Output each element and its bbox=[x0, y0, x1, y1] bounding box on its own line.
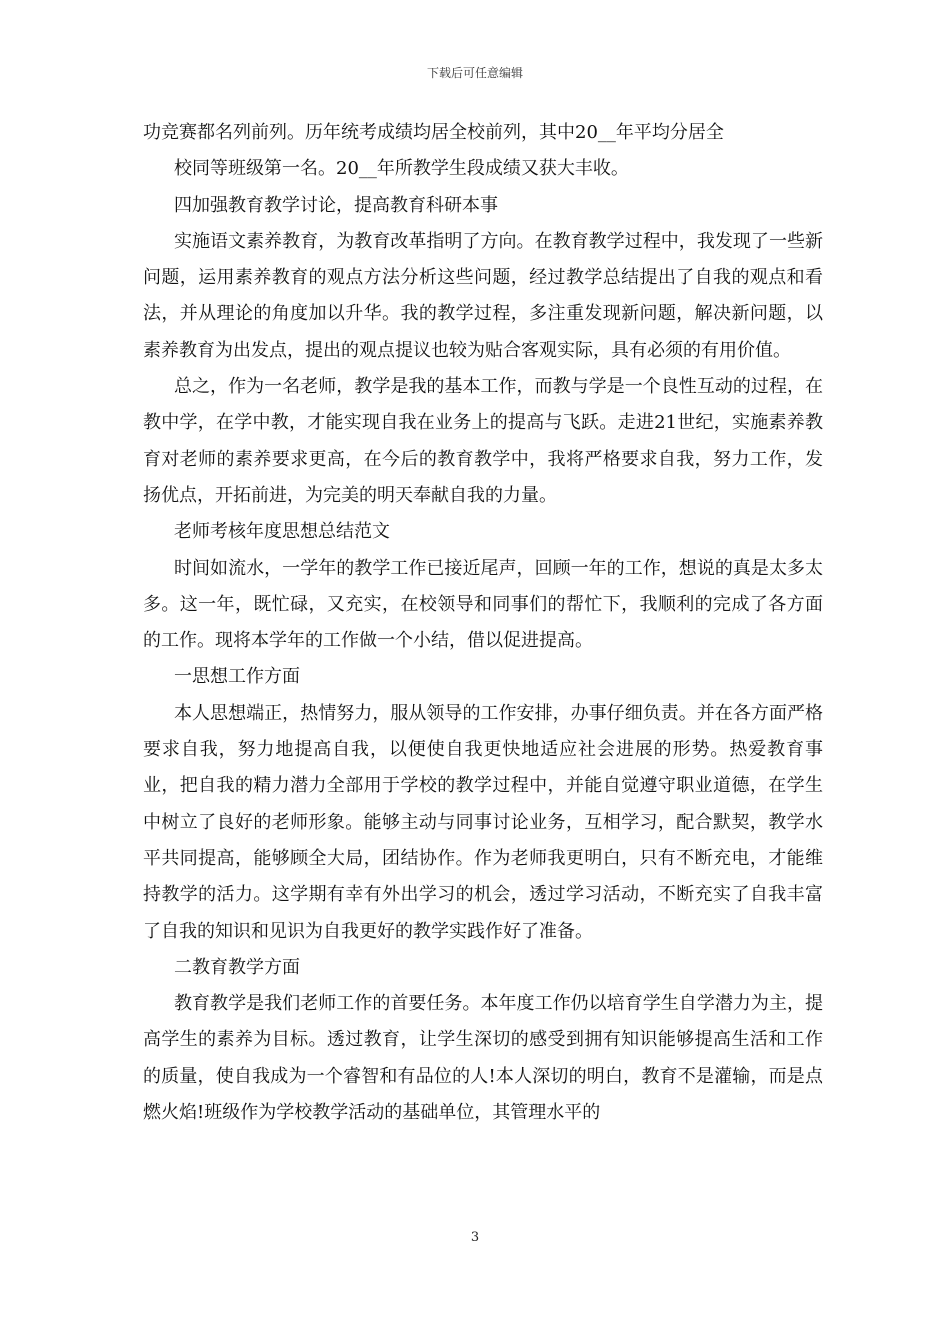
paragraph-4: 总之，作为一名老师，教学是我的基本工作，而教与学是一个良性互动的过程，在教中学，在学中教，才能实现自我在业务上的提高与飞跃。走进21世纪，实施素养教育对老师的素养要求更高，在今后的教育教学中，我将严格要求自我，努力工作，发扬优点，开拓前进，为完美的明天奉献自我的力量。 bbox=[143, 376, 823, 506]
paragraph-1: 功竞赛都名列前列。历年统考成绩均居全校前列，其中20__年平均分居全 bbox=[143, 122, 724, 143]
page-number: 3 bbox=[470, 1230, 480, 1245]
paragraph-3: 实施语文素养教育，为教育改革指明了方向。在教育教学过程中，我发现了一些新问题，运用素养教育的观点方法分析这些问题，经过教学总结提出了自我的观点和看法，并从理论的角度加以升华。我的教学过程，多注重发现新问题，解决新问题，以素养教育为出发点，提出的观点提议也较为贴合客观实际，具有必须的有用价值。 bbox=[143, 230, 823, 361]
paragraph-5: 时间如流水，一学年的教学工作已接近尾声，回顾一年的工作，想说的真是太多太多。这一年，既忙碌，又充实，在校领导和同事们的帮忙下，我顺利的完成了各方面的工作。现将本学年的工作做一个小结，借以促进提高。 bbox=[143, 557, 823, 652]
article-title: 老师考核年度思想总结范文 bbox=[174, 521, 390, 543]
paragraph-2: 校同等班级第一名。20__年所教学生段成绩又获大丰收。 bbox=[174, 158, 629, 180]
section-heading-4: 四加强教育教学讨论，提高教育科研本事 bbox=[174, 194, 498, 216]
page-header: 下载后可任意编辑 bbox=[426, 66, 523, 80]
paragraph-7: 教育教学是我们老师工作的首要任务。本年度工作仍以培育学生自学潜力为主，提高学生的素养为目标。透过教育，让学生深切的感受到拥有知识能够提高生活和工作的质量，使自我成为一个睿智和有品位的人!本人深切的明白，教育不是灌输，而是点燃火焰!班级作为学校教学活动的基础单位，其管理水平的 bbox=[143, 993, 823, 1124]
document-body bbox=[143, 115, 823, 1131]
section-heading-2: 二教育教学方面 bbox=[174, 956, 300, 978]
paragraph-6: 本人思想端正，热情努力，服从领导的工作安排，办事仔细负责。并在各方面严格要求自我，努力地提高自我，以便使自我更快地适应社会进展的形势。热爱教育事业，把自我的精力潜力全部用于学校的教学过程中，并能自觉遵守职业道德，在学生中树立了良好的老师形象。能够主动与同事讨论业务，互相学习，配合默契，教学水平共同提高，能够顾全大局，团结协作。作为老师我更明白，只有不断充电，才能维持教学的活力。这学期有幸有外出学习的机会，透过学习活动，不断充实了自我丰富了自我的知识和见识为自我更好的教学实践作好了准备。 bbox=[143, 702, 823, 942]
section-heading-1: 一思想工作方面 bbox=[174, 666, 300, 688]
